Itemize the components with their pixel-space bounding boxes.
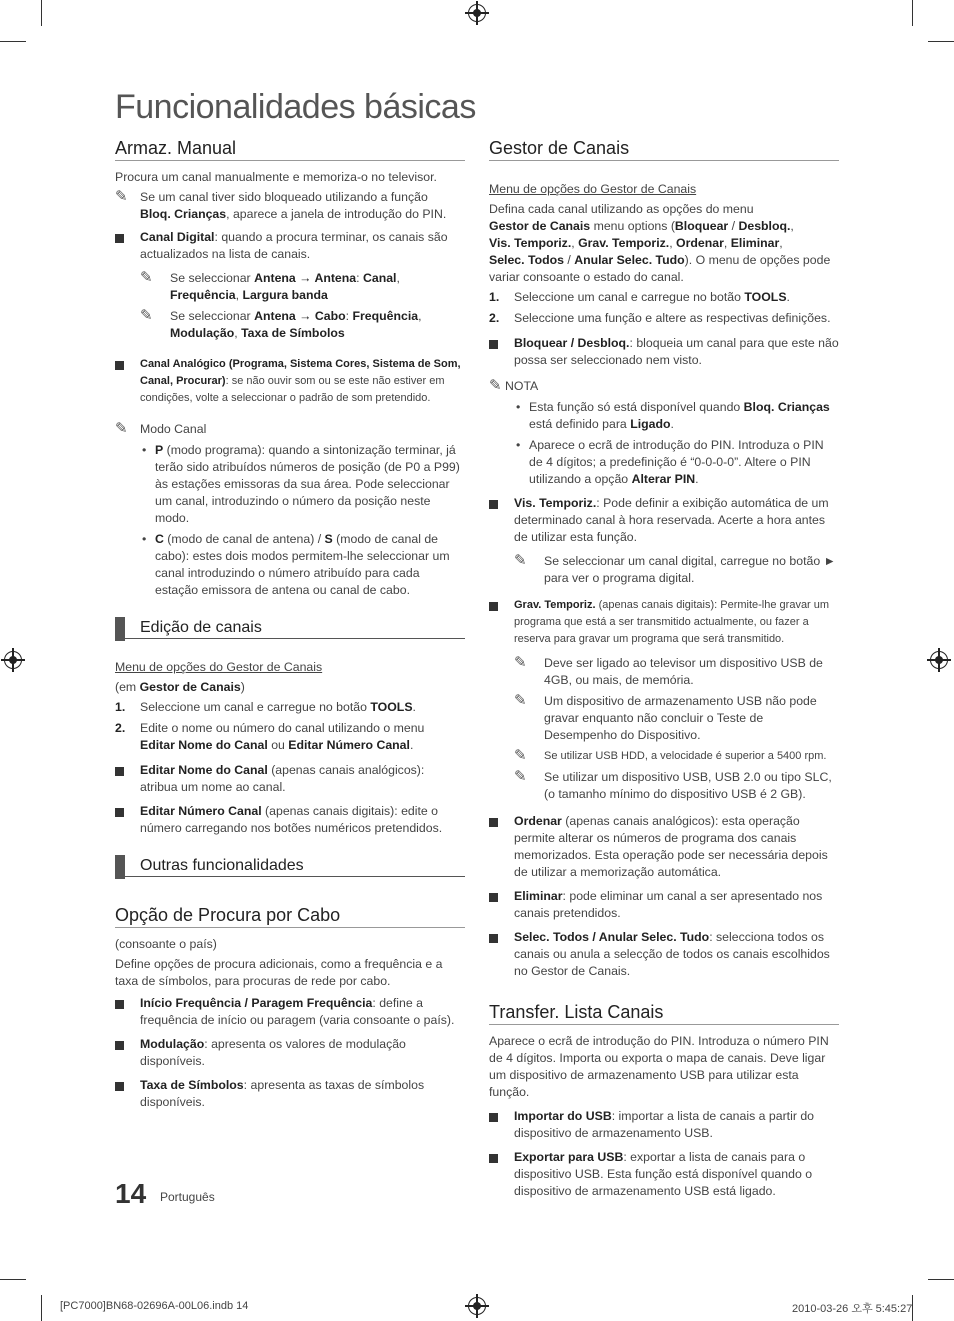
registration-mark-icon [930,651,948,669]
step-item: 1. Seleccione um canal e carregue no botão TOOLS. [489,290,790,304]
list-item: Importar do USB: importar a lista de canais a partir do dispositivo de armazenamento USB. [489,1108,839,1142]
list-item: Exportar para USB: exportar a lista de canais para o dispositivo USB. Esta função está disponível quando o dispositivo de armazenamento USB está ligado. [489,1149,839,1200]
pencil-note-icon: ✎ [514,654,527,671]
pencil-note-icon: ✎ [140,307,153,324]
step-item: 2. Edite o nome ou número do canal utilizando o menu Editar Nome do Canal ou Editar Número Canal. [115,721,425,752]
section-heading-cabo: Opção de Procura por Cabo [115,907,465,928]
page-language: Português [160,1190,215,1204]
list-item: Editar Número Canal (apenas canais digitais): edite o número carregando nos botões numéricos pretendidos. [115,803,465,837]
list-item: Bloquear / Desbloq.: bloqueia um canal para que este não possa ser seleccionado nem visto. [489,335,839,369]
pencil-note-icon: ✎ [140,269,153,286]
paragraph: Procura um canal manualmente e memoriza-o no televisor. [115,170,437,184]
nota-heading: ✎ NOTA [489,377,539,394]
note-item: ✎ Deve ser ligado ao televisor um dispositivo USB de 4GB, ou mais, de memória. [514,654,823,687]
note-item: ✎ Um dispositivo de armazenamento USB não pode gravar enquanto não concluir o Teste de Desempenho do Dispositivo. [514,692,817,742]
page-title: Funcionalidades básicas [115,88,476,126]
crop-mark [928,41,954,42]
list-item: Grav. Temporiz. (apenas canais digitais): Permite-lhe gravar um programa que está a ser transmitido actualmente, ou fazer a reserva para gravar um programa que será transmitido. [489,597,839,648]
pencil-note-icon: ✎ [514,552,527,569]
registration-mark-icon [4,651,22,669]
print-date-info: 2010-03-26 오후 5:45:27 [792,1303,913,1315]
paragraph: Aparece o ecrã de introdução do PIN. Introduza o número PIN de 4 dígitos. Importa ou exporta o mapa de canais. Deve ligar um dispositivo de armazenamento USB para utilizar esta função. [489,1034,829,1099]
section-heading-transfer: Transfer. Lista Canais [489,1004,839,1025]
note-item: ✎ Se um canal tiver sido bloqueado utilizando a função Bloq. Crianças, aparece a janela de introdução do PIN. [115,188,447,221]
list-item: • Esta função só está disponível quando Bloq. Crianças está definido para Ligado. [514,399,839,433]
list-item: • C (modo de canal de antena) / S (modo de canal de cabo): estes dois modos permitem-lhe seleccionar um canal introduzindo o número atribuído para cada estação emissora de antena ou canal de cabo. [140,531,465,599]
list-item: • P (modo programa): quando a sintonização terminar, já terão sido atribuídos números de posição (de P0 a P99) às estações emissoras da sua área. Pode seleccionar um canal, introduzindo o número da posição neste modo. [140,442,465,527]
subsection-heading-outras: Outras funcionalidades [115,855,465,877]
note-item: ✎ Se seleccionar Antena → Antena: Canal, Frequência, Largura banda [140,269,400,302]
crop-mark [41,0,42,26]
note-item: ✎ Se seleccionar um canal digital, carregue no botão ► para ver o programa digital. [514,552,836,585]
list-item: Canal Digital: quando a procura terminar, os canais são actualizados na lista de canais. [115,229,465,263]
list-item: Selec. Todos / Anular Selec. Tudo: selecciona todos os canais ou anula a selecção de todos os canais escolhidos no Gestor de Canais. [489,929,839,980]
paragraph: (consoante o país) [115,937,217,951]
note-item: ✎ Modo Canal [115,420,207,437]
pencil-note-icon: ✎ [115,420,128,437]
list-item: Modulação: apresenta os valores de modulação disponíveis. [115,1036,465,1070]
crop-mark [41,1295,42,1321]
list-item: Vis. Temporiz.: Pode definir a exibição automática de um determinado canal à hora reservada. Acerte a hora antes de utilizar esta função. [489,495,839,546]
page-number: 14 [115,1178,147,1209]
list-item: Canal Analógico (Programa, Sistema Cores, Sistema de Som, Canal, Procurar): se não ouvir som ou se este não estiver em condições, volte a seleccionar o padrão de som pretendido. [115,356,465,407]
menu-path: Menu de opções do Gestor de Canais [489,182,697,196]
crop-mark [928,1279,954,1280]
list-item: Taxa de Símbolos: apresenta as taxas de símbolos disponíveis. [115,1077,465,1111]
left-column [115,140,465,1118]
note-item: ✎ Se utilizar USB HDD, a velocidade é superior a 5400 rpm. [514,747,827,764]
crop-mark [912,0,913,26]
section-heading-gestor: Gestor de Canais [489,140,839,161]
right-column [489,140,839,1207]
menu-path: Menu de opções do Gestor de Canais [115,660,323,674]
subsection-heading-edicao: Edição de canais [115,617,465,639]
pencil-note-icon: ✎ [514,747,527,764]
list-item: Editar Nome do Canal (apenas canais analógicos): atribua um nome ao canal. [115,762,465,796]
step-item: 1. Seleccione um canal e carregue no botão TOOLS. [115,700,416,714]
list-item: Eliminar: pode eliminar um canal a ser apresentado nos canais pretendidos. [489,888,839,922]
crop-mark [0,41,26,42]
note-item: ✎ Se seleccionar Antena → Cabo: Frequência, Modulação, Taxa de Símbolos [140,307,422,340]
list-item: • Aparece o ecrã de introdução do PIN. Introduza o PIN de 4 dígitos; a predefinição é “0-0-0-0”. Altere o PIN utilizando a opção Alterar PIN. [514,437,839,488]
registration-mark-icon [468,1297,486,1315]
pencil-note-icon: ✎ [489,377,502,394]
pencil-note-icon: ✎ [514,768,527,785]
step-item: 2. Seleccione uma função e altere as respectivas definições. [489,311,831,325]
section-heading-armaz-manual: Armaz. Manual [115,140,465,161]
paragraph: (em Gestor de Canais) [115,680,245,694]
pencil-note-icon: ✎ [514,692,527,709]
list-item: Ordenar (apenas canais analógicos): esta operação permite alterar os números de programa dos canais memorizados. Esta operação pode ser necessária depois de utilizar a memorização automática. [489,813,839,881]
pencil-note-icon: ✎ [115,188,128,205]
paragraph: Define opções de procura adicionais, como a frequência e a taxa de símbolos, para procuras de rede por cabo. [115,957,443,988]
note-item: ✎ Se utilizar um dispositivo USB, USB 2.0 ou tipo SLC, (o tamanho mínimo do dispositivo USB é 2 GB). [514,768,832,801]
print-file-info: [PC7000]BN68-02696A-00L06.indb 14 [60,1300,249,1312]
registration-mark-icon [468,4,486,22]
list-item: Início Frequência / Paragem Frequência: define a frequência de início ou paragem (varia consoante o país). [115,995,465,1029]
crop-mark [0,1279,26,1280]
paragraph: Defina cada canal utilizando as opções do menu Gestor de Canais menu options (Bloquear / Desbloq., Vis. Temporiz., Grav. Temporiz., Ordenar, Eliminar, Selec. Todos / Anular Selec. Tudo). O menu de opções pode variar consoante o estado do canal. [489,202,831,284]
